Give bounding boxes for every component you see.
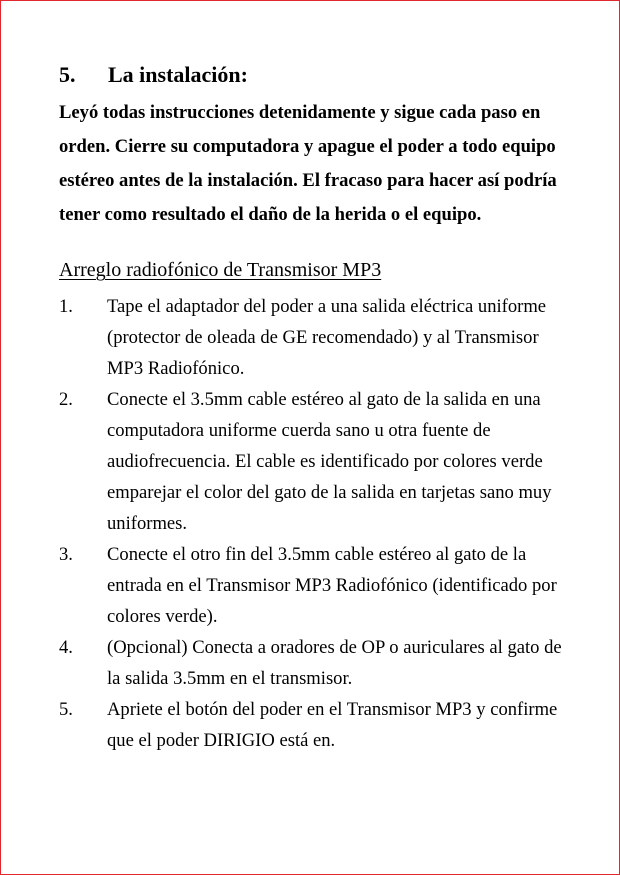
step-number: 4. [59,637,73,658]
section-heading [59,60,248,90]
step-item [59,384,564,539]
step-item [59,632,564,694]
step-text: Tape el adaptador del poder a una salida eléctrica uniforme (protector de oleada de GE recomendado) y al Transmisor MP3 Radiofónico. [107,296,547,379]
installation-steps-list [59,291,564,756]
setup-subheading: Arreglo radiofónico de Transmisor MP3 [59,259,382,281]
step-text: Conecte el 3.5mm cable estéreo al gato de la salida en una computadora uniforme cuerda sano u otra fuente de audiofrecuencia. El cable es identificado por colores verde emparejar el color del gato de la salida en tarjetas sano muy uniformes. [107,389,552,534]
step-item [59,539,564,632]
step-item [59,694,564,756]
section-title: La instalación: [108,62,248,87]
step-number: 2. [59,389,73,410]
step-text: Apriete el botón del poder en el Transmisor MP3 y confirme que el poder DIRIGIO está en. [107,699,558,751]
section-number: 5. [59,62,76,87]
step-number: 3. [59,544,73,565]
step-item [59,291,564,384]
step-text: (Opcional) Conecta a oradores de OP o auriculares al gato de la salida 3.5mm en el transmisor. [107,637,562,689]
step-number: 5. [59,699,73,720]
safety-warning: Leyó todas instrucciones detenidamente y sigue cada paso en orden. Cierre su computadora y apague el poder a todo equipo estéreo antes de la instalación. El fracaso para hacer así podría tener como resultado el daño de la herida o el equipo. [59,102,557,225]
step-number: 1. [59,296,73,317]
step-text: Conecte el otro fin del 3.5mm cable estéreo al gato de la entrada en el Transmisor MP3 Radiofónico (identificado por colores verde). [107,544,557,627]
